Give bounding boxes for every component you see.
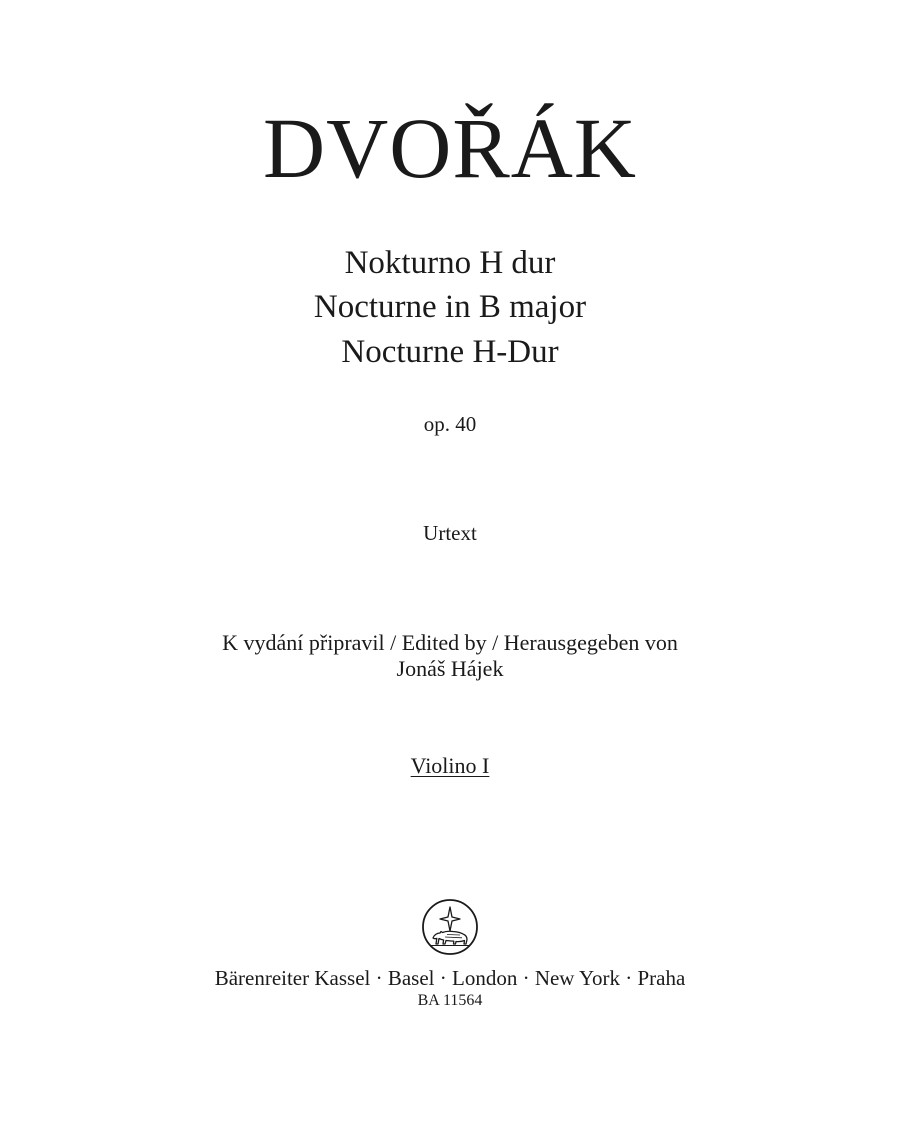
- opus-number: op. 40: [423, 412, 477, 436]
- editor-credit: K vydání připravil / Edited by / Herausgegeben von: [222, 630, 678, 655]
- title-english: Nocturne in B major: [313, 289, 587, 325]
- instrument-part-label: Violino I: [410, 753, 490, 778]
- composer-name: DVOŘÁK: [263, 100, 637, 196]
- catalog-number: BA 11564: [417, 992, 483, 1009]
- title-czech: Nokturno H dur: [344, 245, 556, 281]
- edition-type: Urtext: [423, 521, 477, 545]
- instrument-part: [0, 752, 900, 780]
- editor-name: Jonáš Hájek: [396, 656, 504, 681]
- title-german: Nocturne H-Dur: [341, 334, 559, 370]
- baerenreiter-bear-star-logo-icon: [421, 898, 479, 956]
- publisher-cities: Bärenreiter Kassel · Basel · London · New York · Praha: [214, 966, 686, 990]
